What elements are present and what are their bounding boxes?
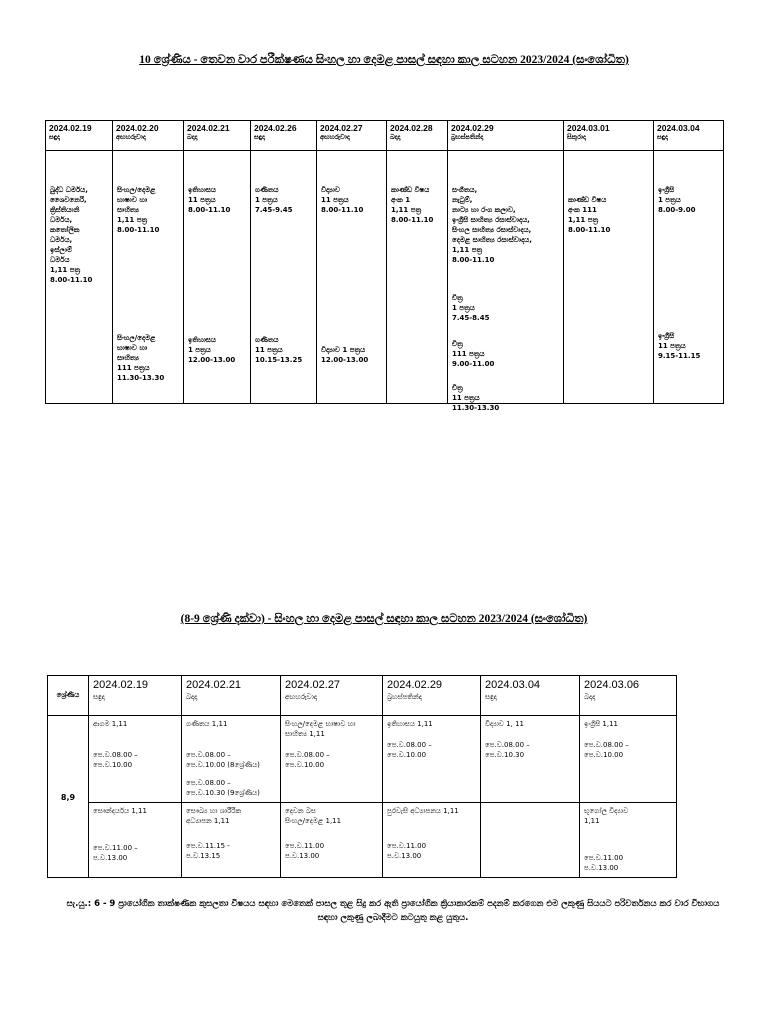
- col-header: [448, 121, 564, 151]
- exam-entry: ඉංග්‍රීසි 11 පත්‍රය 9.15-11.15: [658, 332, 701, 360]
- exam-time: පෙ.ව.08.00 – පෙ.ව.10.00: [584, 741, 629, 759]
- day: සඳුදා: [254, 133, 265, 141]
- exam-time: පෙ.ව.08.00 – පෙ.ව.10.00: [387, 741, 432, 759]
- day: සඳුදා: [93, 693, 105, 701]
- exam-time: පෙ.ව.08.00 – පෙ.ව.10.00 (8ශ්‍රේණිය): [186, 751, 260, 769]
- exam-cell: [46, 151, 113, 404]
- col-header: [113, 121, 184, 151]
- footnote: සැ.යු.: 6 - 9 ප්‍රායෝගික තාක්ෂණික කුසලතා විෂයය සඳහා මෙතෙක් පාසල තුළ සිදු කර ඇති ප්‍රායෝගික ක්‍රියාකාරකම් පදනම් කරගෙන එම ලකුණු සියයට පරිවර්තනය කර වාර විභාගය සඳහා ලකුණු ලබාදීමට කටයුතු කළ යුතුය.: [66, 899, 720, 923]
- col-header: [383, 676, 481, 716]
- exam-cell: [481, 716, 580, 803]
- exam-cell: [113, 151, 184, 404]
- exam-time: පෙ.ව.08.00 – පෙ.ව.10.30: [485, 741, 530, 759]
- exam-cell: [89, 803, 182, 878]
- grade-header: ශ්‍රේණිය: [48, 676, 89, 716]
- day: අඟහරුවාදා: [320, 133, 350, 141]
- col-header: [182, 676, 281, 716]
- date: 2024.02.21: [187, 123, 230, 133]
- day: සඳුදා: [49, 133, 60, 141]
- date: 2024.02.29: [451, 123, 494, 133]
- subject: ඉතිහාසය 1,11: [387, 720, 433, 728]
- col-header: [317, 121, 387, 151]
- exam-row: [46, 151, 724, 404]
- subject: විද්‍යාව 1, 11: [485, 720, 524, 728]
- exam-cell: [580, 803, 677, 878]
- subject: පුරවැසි අධ්‍යාපනය 1,11: [387, 807, 459, 815]
- col-header: [564, 121, 654, 151]
- exam-entry: ඉංග්‍රීසි 1 පත්‍රය 8.00-9.00: [658, 186, 696, 214]
- exam-time: පෙ.ව.11.00 – ප.ව.13.00: [93, 844, 138, 862]
- date: 2024.02.29: [387, 679, 443, 691]
- exam-time: පෙ.ව.11.15 - ප.ව.13.15: [186, 842, 230, 860]
- day: බදාදා: [390, 133, 401, 141]
- grade8-9-timetable: [47, 675, 677, 878]
- exam-entry: බුද්ධ ධර්මය, ශෛවනෙරි, ක්‍රිස්තියානි ධර්මය, කතෝලික ධර්මය, ඉස්ලාම් ධර්මය 1,11 පත්‍ර 8.00-11.10: [50, 186, 93, 284]
- date: 2024.03.01: [567, 123, 610, 133]
- exam-entry: ගණිතය 1 පත්‍රය 7.45-9.45: [255, 186, 293, 214]
- col-header: [387, 121, 448, 151]
- date: 2024.02.28: [390, 123, 433, 133]
- day: බ්‍රහස්පතින්දා: [387, 693, 422, 701]
- exam-cell: [281, 716, 383, 803]
- exam-cell: [564, 151, 654, 404]
- day: අඟහරුවාදා: [116, 133, 146, 141]
- exam-entry: චිත්‍ර 1 පත්‍රය 7.45-8.45: [452, 294, 490, 322]
- subject: දෙවන බස සිංහල/දෙමළ 1,11: [285, 807, 342, 825]
- exam-cell: [448, 151, 564, 412]
- exam-entry: විද්‍යාව 1 පත්‍රය 12.00-13.00: [321, 346, 369, 364]
- date: 2024.03.06: [584, 679, 640, 691]
- day: අඟහරුවාදා: [285, 693, 318, 701]
- exam-cell: [182, 803, 281, 878]
- grade10-timetable: [45, 120, 724, 412]
- exam-entry: ඉතිහාසය 11 පත්‍රය 8.00-11.10: [188, 186, 231, 214]
- date: 2024.03.04: [485, 679, 541, 691]
- day: බදාදා: [187, 133, 198, 141]
- exam-cell: [251, 151, 317, 404]
- day: සඳුදා: [485, 693, 497, 701]
- exam-entry: චිත්‍ර 111 පත්‍රය 9.00-11.00: [452, 340, 495, 368]
- date: 2024.02.26: [254, 123, 297, 133]
- date: 2024.02.20: [116, 123, 159, 133]
- exam-entry: ඉතිහාසය 1 පත්‍රය 12.00-13.00: [188, 336, 236, 364]
- subject: ආගම 1,11: [93, 720, 128, 728]
- exam-row: [48, 803, 677, 878]
- date: 2024.02.21: [186, 679, 242, 691]
- col-header: [654, 121, 724, 151]
- exam-entry: සිංහල/දෙමළ භාෂාව හා සාහිත්‍ය 111 පත්‍රය 11.30-13.30: [117, 334, 165, 382]
- subject: භූගෝල විද්‍යාව 1,11: [584, 807, 629, 825]
- subject: ගණිතය 1,11: [186, 720, 228, 728]
- exam-cell: [281, 803, 383, 878]
- exam-cell: [184, 151, 251, 404]
- col-header: [184, 121, 251, 151]
- exam-cell: [182, 716, 281, 803]
- day: බදාදා: [186, 693, 198, 701]
- exam-time: පෙ.ව.11.00 ප.ව.13.00: [285, 842, 325, 860]
- date: 2024.03.04: [657, 123, 700, 133]
- exam-cell: [317, 151, 387, 404]
- exam-entry: කාණ්ඩ විෂය අංක 111 1,11 පත්‍ර 8.00-11.10: [568, 196, 611, 234]
- exam-cell: [89, 716, 182, 803]
- grade-value: 8,9: [60, 793, 76, 802]
- grade-cell: [48, 716, 89, 878]
- col-header: [580, 676, 677, 716]
- header-row: [46, 121, 724, 151]
- date: 2024.02.27: [320, 123, 363, 133]
- day: සඳුදා: [657, 133, 668, 141]
- table2-title: (8-9 ශ්‍රේණි දක්වා) - සිංහල හා දෙමළ පාසල් සඳහා කාල සටහන 2023/2024 (සංශෝධිත): [180, 613, 588, 625]
- exam-time: පෙ.ව.11.00 ප.ව.13.00: [584, 854, 624, 872]
- exam-cell: [580, 716, 677, 803]
- exam-time: පෙ.ව.11.00 ප.ව.13.00: [387, 842, 427, 860]
- exam-entry: චිත්‍ර 11 පත්‍රය 11.30-13.30: [452, 384, 500, 412]
- subject: සෞන්දර්යය 1,11: [93, 807, 147, 815]
- subject: ඉංග්‍රීසි 1,11: [584, 720, 619, 728]
- col-header: [281, 676, 383, 716]
- date: 2024.02.27: [285, 679, 341, 691]
- subject: සෞඛ්‍ය හා ශාරීරික අධ්‍යාපන 1,11: [186, 807, 242, 825]
- col-header: [481, 676, 580, 716]
- date: 2024.02.19: [93, 679, 149, 691]
- exam-time: පෙ.ව.08.00 – පෙ.ව.10.30 (9ශ්‍රේණිය): [186, 779, 260, 797]
- subject: සිංහල/දෙමළ භාෂාව හා සාහිත්‍ය 1,11: [285, 720, 356, 738]
- exam-cell: [383, 803, 481, 878]
- exam-entry: සංගීතය, නැටුම්, නාට්‍ය හා රංග කලාව, ඉංග්‍රීසි සාහිත්‍ය රසාස්වාදය, සිංහල සාහිත්‍ය රසාස්වාදය, දෙමළ සාහිත්‍ය රසාස්වාදය, 1,11 පත්‍ර 8.00-11.10: [452, 186, 532, 264]
- exam-cell: [387, 151, 448, 404]
- exam-entry: කාණ්ඩ විෂය අංක 1 1,11 පත්‍ර 8.00-11.10: [391, 186, 434, 224]
- col-header: [89, 676, 182, 716]
- exam-entry: සිංහල/දෙමළ භාෂාව හා සාහිත්‍ය 1,11 පත්‍ර 8.00-11.10: [117, 186, 160, 234]
- exam-entry: ගණිතය 11 පත්‍රය 10.15-13.25: [255, 336, 303, 364]
- col-header: [251, 121, 317, 151]
- exam-row: [48, 716, 677, 803]
- col-header: [46, 121, 113, 151]
- date: 2024.02.19: [49, 123, 92, 133]
- day: බදාදා: [584, 693, 596, 701]
- day: සිකුරාදා: [567, 133, 586, 141]
- exam-cell: [481, 803, 580, 878]
- exam-cell: [654, 151, 724, 404]
- day: බ්‍රහස්පතින්දා: [451, 133, 484, 141]
- exam-time: පෙ.ව.08.00 – පෙ.ව.10.00: [93, 751, 138, 769]
- exam-time: පෙ.ව.08.00 – පෙ.ව.10.00: [285, 751, 330, 769]
- exam-entry: විද්‍යාව 11 පත්‍රය 8.00-11.10: [321, 186, 364, 214]
- table1-title: 10 ශ්‍රේණිය - තෙවන වාර පරීක්ෂණය සිංහල හා දෙමළ පාසල් සඳහා කාල සටහන 2023/2024 (සංශෝධිත): [139, 54, 629, 66]
- exam-cell: [383, 716, 481, 803]
- header-row: [48, 676, 677, 716]
